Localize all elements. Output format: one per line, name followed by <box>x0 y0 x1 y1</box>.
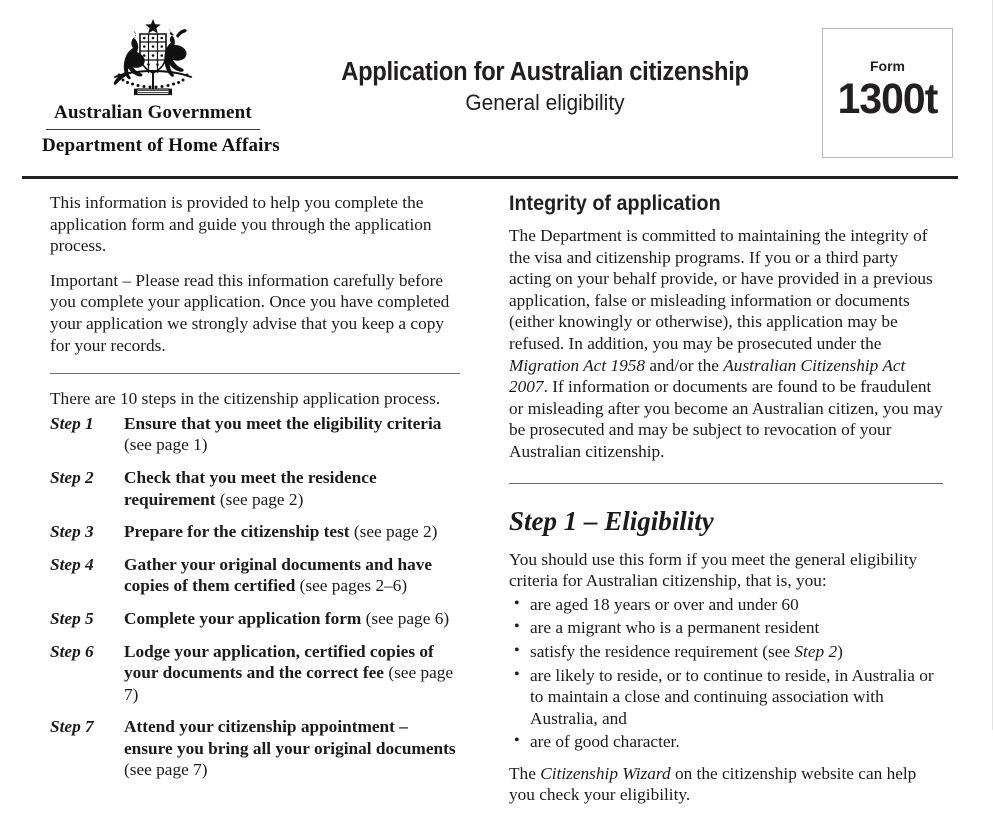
step-description <box>124 467 460 510</box>
integrity-text-part-1: The Department is committed to maintaining the integrity of the visa and citizenship programs. If you or a third party acting on your behalf provide, or have provided in a previous application, false or misleading information or documents (either knowingly or otherwise), this application may be refused. In addition, you may be prosecuted under the <box>509 226 933 353</box>
branding-divider <box>46 129 260 130</box>
step-description <box>124 641 460 706</box>
australian-coat-of-arms-icon <box>101 16 205 100</box>
australian-government-label: Australian Government <box>54 102 252 123</box>
step-description <box>124 413 460 456</box>
step1-heading: Step 1 – Eligibility <box>509 505 714 536</box>
list-item <box>509 594 943 616</box>
list-item <box>509 665 943 730</box>
step-reference: (see page 2) <box>219 489 304 509</box>
step-description <box>124 716 460 781</box>
step-item <box>50 716 460 781</box>
integrity-text-part-2: and/or the <box>645 355 724 375</box>
wizard-text-before: The <box>509 763 541 783</box>
bullet-text: are a migrant who is a permanent resident <box>530 618 820 638</box>
integrity-text-part-3: . If information or documents are found to be fraudulent or misleading after you become an Australian citizen, you may be prosecuted and may be subject to revocation of your Australian citizenship. <box>509 377 943 461</box>
right-column-divider <box>509 483 943 484</box>
important-paragraph: Important – Please read this information carefully before you complete your application. Once you have completed your application we strongly advise that you keep a copy for your records. <box>50 270 450 355</box>
step-label: Step 2 <box>50 467 94 487</box>
wizard-text-after: on the citizenship website can help you check your eligibility. <box>509 763 917 805</box>
eligibility-intro: You should use this form if you meet the general eligibility criteria for Australian citizenship, that is, you: <box>509 549 918 591</box>
header-divider-rule <box>22 176 958 179</box>
step-title: Attend your citizenship appointment – ensure you bring all your original documents <box>124 717 456 758</box>
left-column-divider <box>50 373 460 374</box>
step-description <box>124 521 460 543</box>
bullet-text-after: ) <box>837 641 843 661</box>
citizenship-act-citation: Australian Citizenship Act 2007 <box>509 355 906 397</box>
integrity-paragraph <box>509 225 943 463</box>
page-title: Application for Australian citizenship <box>341 58 749 86</box>
step-title: Complete your application form <box>124 608 362 628</box>
step-title: Ensure that you meet the eligibility criteria <box>124 413 442 433</box>
step-reference: (see page 7) <box>124 760 208 780</box>
step-reference: (see page 6) <box>365 608 450 628</box>
step-reference: (see page 2) <box>353 522 438 542</box>
migration-act-citation: Migration Act 1958 <box>509 355 646 375</box>
step-title: Prepare for the citizenship test <box>124 522 350 542</box>
form-number-box <box>822 28 953 158</box>
step-title: Lodge your application, certified copies of your documents and the correct fee <box>124 641 434 683</box>
step-item <box>50 467 460 510</box>
step-title: Gather your original documents and have copies of them certified <box>124 554 433 596</box>
step-description <box>124 608 460 630</box>
bullet-text: are aged 18 years or over and under 60 <box>530 594 799 614</box>
right-column <box>509 192 943 819</box>
step-label: Step 5 <box>50 608 94 628</box>
step-item <box>50 554 460 597</box>
eligibility-bullet-list <box>509 594 943 753</box>
document-header <box>0 0 993 176</box>
intro-paragraph: This information is provided to help you complete the application form and guide you through the application process. <box>50 193 432 256</box>
bullet-text: are of good character. <box>530 732 680 752</box>
department-label: Department of Home Affairs <box>42 135 280 156</box>
step-label: Step 1 <box>50 413 94 433</box>
steps-list <box>50 413 460 781</box>
left-column <box>50 192 460 792</box>
integrity-heading: Integrity of application <box>509 192 721 215</box>
step-reference: (see page 1) <box>124 435 208 455</box>
step-label: Step 3 <box>50 522 94 542</box>
step-reference: (see pages 2–6) <box>299 576 408 596</box>
citizenship-wizard-paragraph <box>509 763 943 806</box>
bullet-text: are likely to reside, or to continue to reside, in Australia or to maintain a close and continuing association with Australia, and <box>530 665 934 728</box>
step-label: Step 4 <box>50 554 94 574</box>
list-item <box>509 641 943 663</box>
steps-intro: There are 10 steps in the citizenship application process. <box>50 389 441 409</box>
list-item <box>509 617 943 639</box>
step-label: Step 6 <box>50 641 94 661</box>
citizenship-wizard-name: Citizenship Wizard <box>540 763 671 783</box>
step-label: Step 7 <box>50 717 94 737</box>
list-item <box>509 731 943 753</box>
form-label: Form <box>870 58 905 74</box>
step-item <box>50 521 460 543</box>
step-item <box>50 413 460 456</box>
page-subtitle: General eligibility <box>465 90 625 115</box>
form-number: 1300t <box>837 75 938 123</box>
bullet-text: satisfy the residence requirement (see <box>530 641 795 661</box>
step-reference: (see page 7) <box>124 663 454 704</box>
step-title: Check that you meet the residence requirement <box>124 467 377 509</box>
step2-reference: Step 2 <box>794 641 838 661</box>
step-description <box>124 554 460 597</box>
government-branding <box>42 16 280 157</box>
step-item <box>50 641 460 706</box>
step-item <box>50 608 460 630</box>
document-title-block <box>300 58 790 116</box>
